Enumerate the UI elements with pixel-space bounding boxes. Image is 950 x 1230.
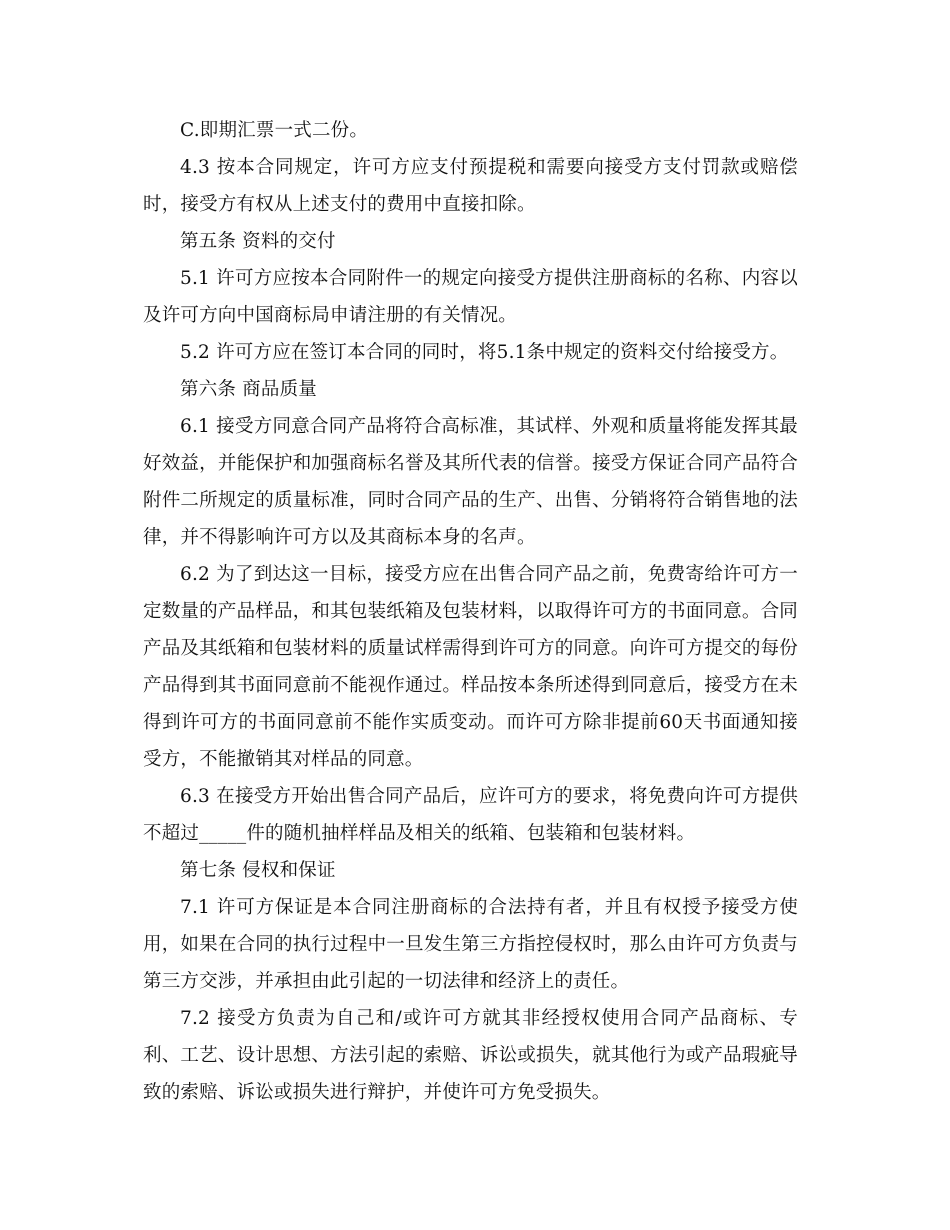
paragraph-c: C.即期汇票一式二份。 bbox=[180, 120, 369, 141]
paragraph-6-2: 6.2 为了到达这一目标，接受方应在出售合同产品之前，免费寄给许可方一定数量的产品样品，和其包装纸箱及包装材料，以取得许可方的书面同意。合同产品及其纸箱和包装材料的质量试样需得到许可方的同意。向许可方提交的每份产品得到其书面同意前不能视作通过。样品按本条所述得到同意后，接受方在未得到许可方的书面同意前不能作实质变动。而许可方除非提前60天书面通知接受方，不能撤销其对样品的同意。 bbox=[143, 564, 798, 770]
fill-in-blank: _____ bbox=[199, 823, 247, 844]
paragraph-6-1: 6.1 接受方同意合同产品将符合高标准，其试样、外观和质量将能发挥其最好效益，并能保护和加强商标名誉及其所代表的信誉。接受方保证合同产品符合附件二所规定的质量标准，同时合同产品的生产、出售、分销将符合销售地的法律，并不得影响许可方以及其商标本身的名声。 bbox=[143, 416, 798, 548]
paragraph-7-2: 7.2 接受方负责为自己和/或许可方就其非经授权使用合同产品商标、专利、工艺、设计思想、方法引起的索赔、诉讼或损失，就其他行为或产品瑕疵导致的索赔、诉讼或损失进行辩护，并使许可方免受损失。 bbox=[143, 1008, 798, 1103]
paragraph-6-3-after: 件的随机抽样样品及相关的纸箱、包装箱和包装材料。 bbox=[246, 823, 696, 844]
paragraph-5-2: 5.2 许可方应在签订本合同的同时，将5.1条中规定的资料交付给接受方。 bbox=[180, 342, 789, 363]
paragraph-6-3 bbox=[143, 778, 798, 852]
paragraph-5-1: 5.1 许可方应按本合同附件一的规定向接受方提供注册商标的名称、内容以及许可方向中国商标局申请注册的有关情况。 bbox=[143, 268, 798, 326]
article-6-heading: 第六条 商品质量 bbox=[180, 379, 317, 400]
paragraph-4-3: 4.3 按本合同规定，许可方应支付预提税和需要向接受方支付罚款或赔偿时，接受方有权从上述支付的费用中直接扣除。 bbox=[143, 157, 798, 215]
paragraph-7-1: 7.1 许可方保证是本合同注册商标的合法持有者，并且有权授予接受方使用，如果在合同的执行过程中一旦发生第三方指控侵权时，那么由许可方负责与第三方交涉，并承担由此引起的一切法律和经济上的责任。 bbox=[143, 897, 798, 992]
article-7-heading: 第七条 侵权和保证 bbox=[180, 860, 336, 881]
article-5-heading: 第五条 资料的交付 bbox=[180, 231, 336, 252]
paragraph-6-3-before: 6.3 在接受方开始出售合同产品后，应许可方的要求，将免费向许可方提供不超过 bbox=[143, 786, 798, 844]
document-page bbox=[143, 112, 798, 1111]
